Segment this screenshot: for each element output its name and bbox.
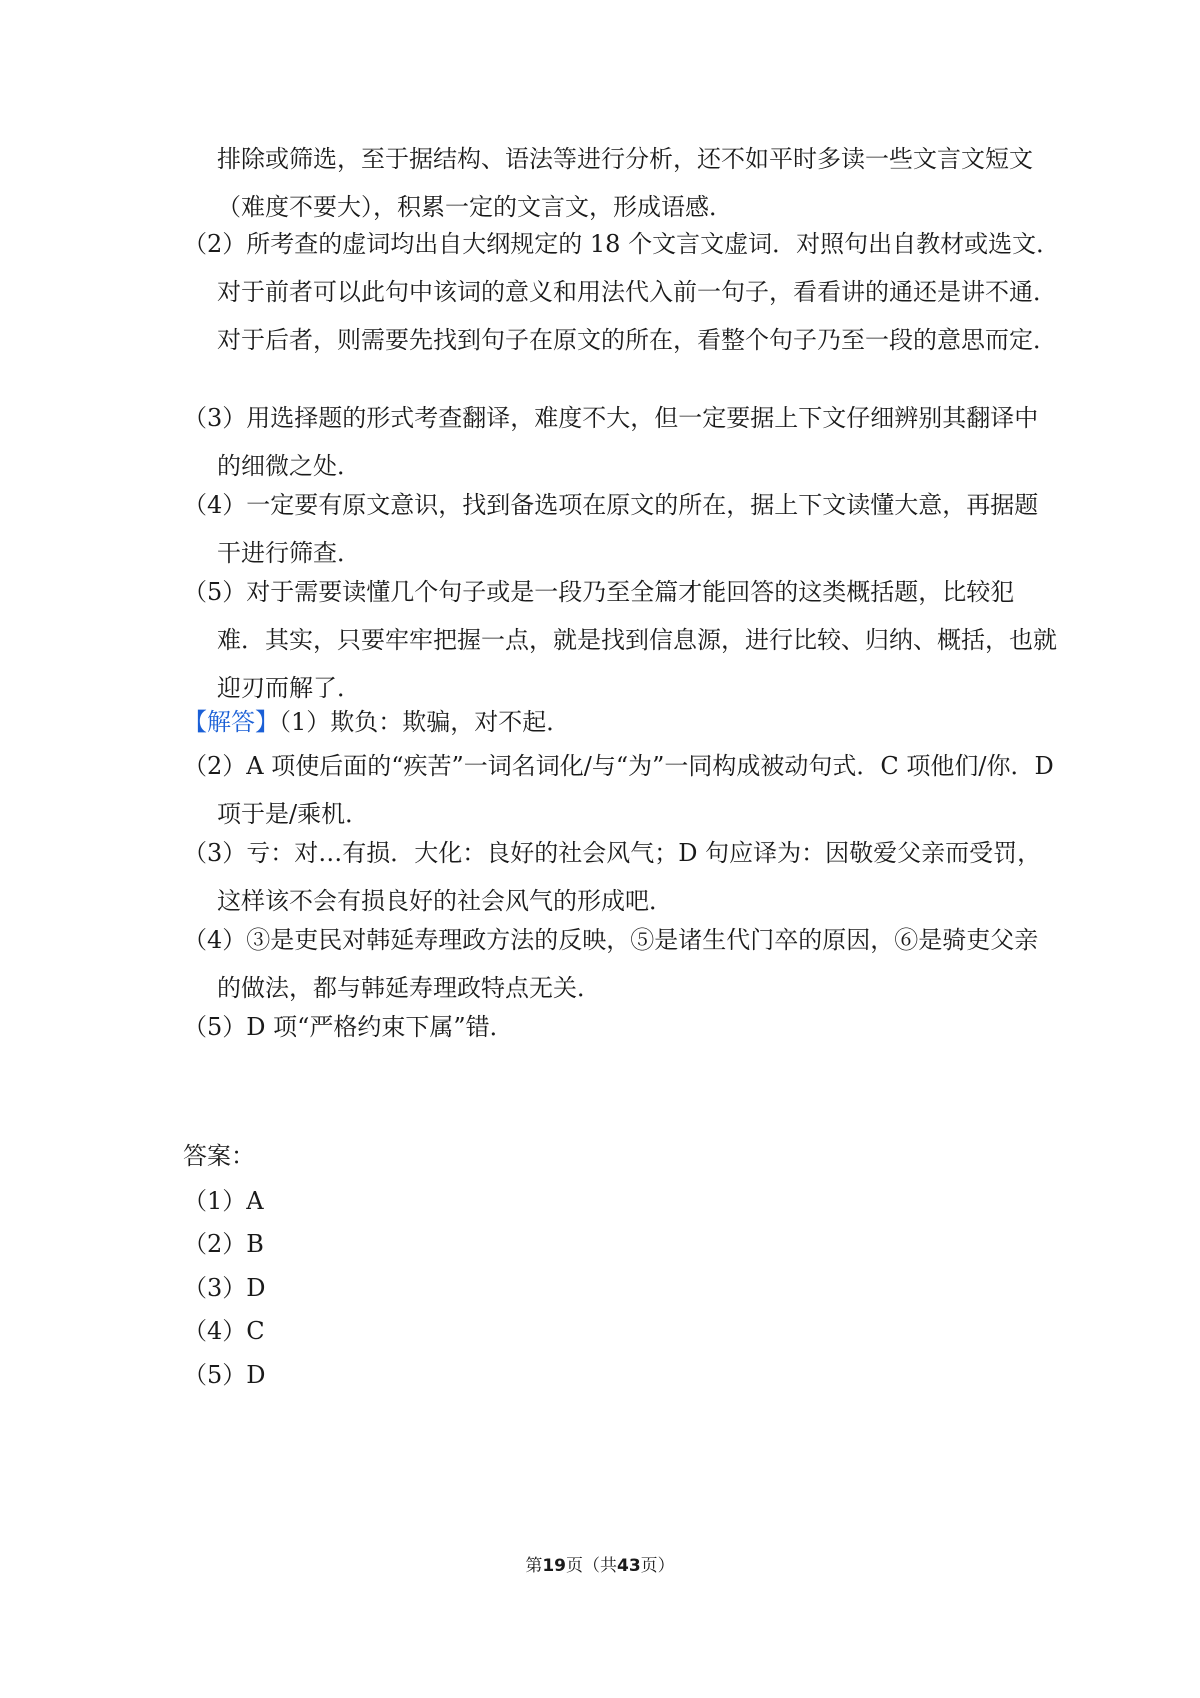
solution-first-line: [183, 698, 1028, 746]
analysis-item-2: （2）所考查的虚词均出自大纲规定的 18 个文言文虚词．对照句出自教材或选文．对于前者可以此句中该词的意义和用法代入前一句子，看看讲的通还是讲不通．对于后者，则需要先找到句子在原文的所在，看整个句子乃至一段的意思而定．: [183, 230, 1061, 354]
solution-item-4: （4）③是吏民对韩延寿理政方法的反映，⑤是诸生代门卒的原因，⑥是骑吏父亲的做法，都与韩延寿理政特点无关．: [183, 926, 1039, 1002]
answer-item-4: （4）C: [183, 1317, 265, 1345]
footer-suffix: 页）: [640, 1556, 675, 1576]
page-footer: [0, 1552, 1200, 1580]
solution-item-1: （1）欺负：欺骗，对不起．: [279, 708, 571, 736]
footer-mid: 页（共: [566, 1556, 617, 1576]
answer-item-3: （3）D: [183, 1274, 266, 1302]
analysis-item-3: （3）用选择题的形式考查翻译，难度不大，但一定要据上下文仔细辨别其翻译中的细微之处．: [183, 404, 1039, 480]
answer-item-2: （2）B: [183, 1230, 264, 1258]
solution-item-5: （5）D 项“严格约束下属”错．: [183, 1013, 514, 1041]
answer-heading: 答案：: [183, 1142, 255, 1170]
analysis-item-5: （5）对于需要读懂几个句子或是一段乃至全篇才能回答的这类概括题，比较犯难．其实，只要牢牢把握一点，就是找到信息源，进行比较、归纳、概括，也就迎刃而解了．: [183, 578, 1057, 702]
analysis-continuation: 排除或筛选，至于据结构、语法等进行分析，还不如平时多读一些文言文短文（难度不要大），积累一定的文言文，形成语感．: [217, 145, 1033, 221]
footer-total-pages: 43: [617, 1556, 641, 1576]
solution-item-3: （3）亏：对…有损．大化：良好的社会风气；D 句应译为：因敬爱父亲而受罚，这样该不会有损良好的社会风气的形成吧．: [183, 839, 1042, 915]
answer-item-1: （1）A: [183, 1187, 264, 1215]
answer-item-5: （5）D: [183, 1361, 266, 1389]
footer-page-number: 19: [542, 1556, 566, 1576]
footer-prefix: 第: [525, 1556, 543, 1576]
solution-item-2: （2）A 项使后面的“疾苦”一词名词化/与“为”一同构成被动句式．C 项他们/你．D 项于是/乘机．: [183, 752, 1054, 828]
analysis-item-4: （4）一定要有原文意识，找到备选项在原文的所在，据上下文读懂大意，再据题干进行筛查．: [183, 491, 1039, 567]
solution-label: 【解答】: [183, 708, 279, 736]
